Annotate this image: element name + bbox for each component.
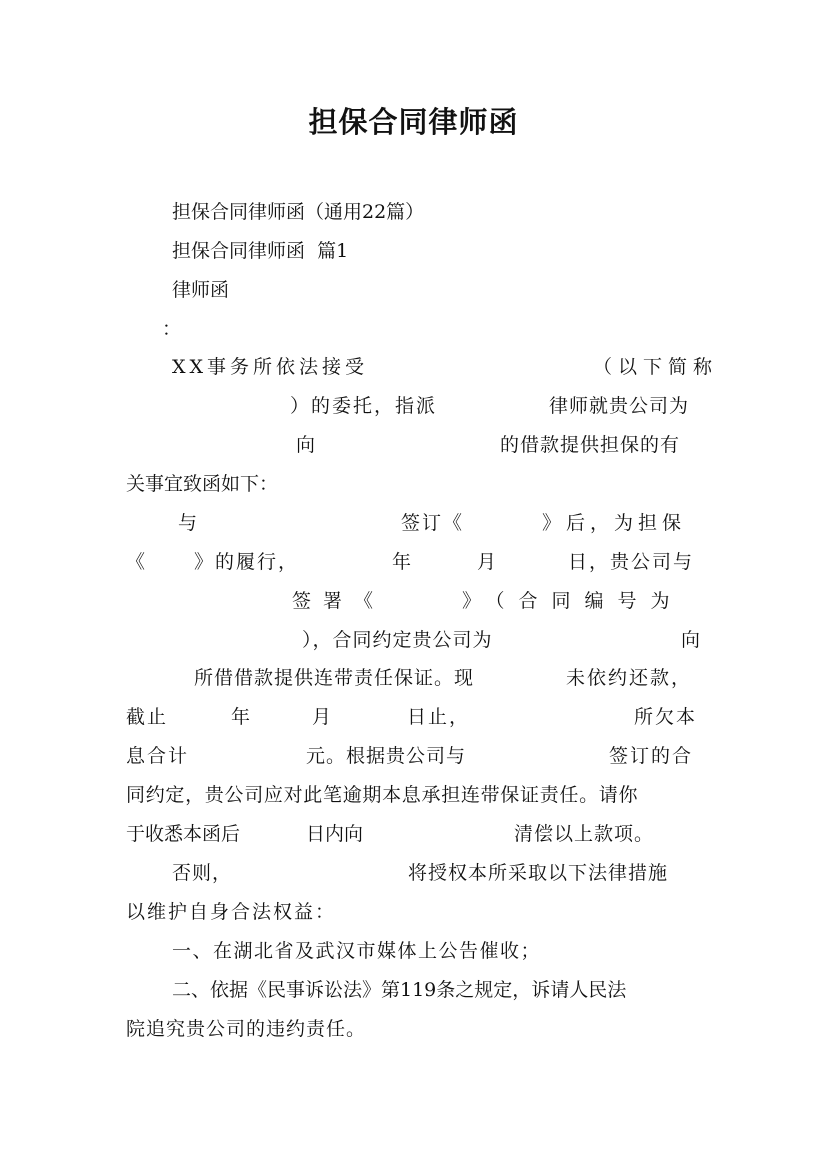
- text-fragment: 》（合同编号为: [462, 590, 684, 612]
- text-line: 同约定，贵公司应对此笔逾期本息承担连带保证责任。请你: [126, 784, 639, 806]
- text-fragment: 将授权本所采取以下法律措施: [408, 862, 669, 884]
- text-fragment: 元。根据贵公司与: [306, 745, 467, 767]
- text-line: 一、在湖北省及武汉市媒体上公告催收；: [172, 940, 542, 962]
- text-fragment: 未依约还款，: [566, 667, 693, 689]
- text-fragment: 律师就贵公司为: [549, 395, 690, 417]
- text-fragment: 清偿以上款项。: [514, 823, 655, 845]
- text-fragment: 月: [477, 551, 497, 573]
- text-fragment: 》后，为担保: [542, 512, 687, 534]
- text-fragment: 向: [296, 434, 316, 456]
- text-fragment: 与: [178, 512, 198, 534]
- text-fragment: 于收悉本函后: [126, 823, 241, 845]
- text-fragment: （以下简称: [593, 356, 719, 378]
- text-fragment: 的借款提供担保的有: [500, 434, 681, 456]
- text-fragment: ），合同约定贵公司为: [302, 629, 493, 651]
- text-fragment: 所借借款提供连带责任保证。现: [194, 667, 475, 689]
- text-fragment: XX事务所依法接受: [172, 356, 369, 378]
- text-fragment: 关事宜致函如下：: [126, 473, 279, 495]
- text-fragment: 《: [126, 551, 146, 573]
- text-line: 以维护自身合法权益：: [126, 901, 337, 923]
- text-fragment: ）的委托，指派: [290, 395, 438, 417]
- text-line: 二、依据《民事诉讼法》第119条之规定，诉请人民法: [172, 979, 627, 1001]
- text-fragment: 截止: [126, 706, 169, 728]
- text-fragment: 日止，: [407, 706, 471, 728]
- subtitle-line: 担保合同律师函（通用22篇）: [172, 201, 425, 223]
- text-fragment: 签订的合: [609, 745, 694, 767]
- text-fragment: 向: [681, 629, 701, 651]
- text-fragment: 否则，: [172, 862, 233, 884]
- text-fragment: 签订《: [401, 512, 465, 534]
- text-fragment: 年: [392, 551, 412, 573]
- text-fragment: 》的履行，: [194, 551, 300, 573]
- text-fragment: 月: [312, 706, 332, 728]
- text-fragment: 日内向: [306, 823, 364, 845]
- document-title: 担保合同律师函: [308, 105, 519, 139]
- letter-heading: 律师函: [172, 279, 230, 301]
- text-fragment: 所欠本: [634, 706, 698, 728]
- text-fragment: 日，贵公司与: [568, 551, 695, 573]
- section-heading: 担保合同律师函 篇1: [172, 240, 349, 262]
- text-fragment: 息合计: [126, 745, 190, 767]
- text-fragment: 签署《: [292, 590, 386, 612]
- addressee-colon: ：: [162, 318, 182, 340]
- text-fragment: 年: [231, 706, 251, 728]
- text-line: 院追究贵公司的违约责任。: [126, 1018, 367, 1040]
